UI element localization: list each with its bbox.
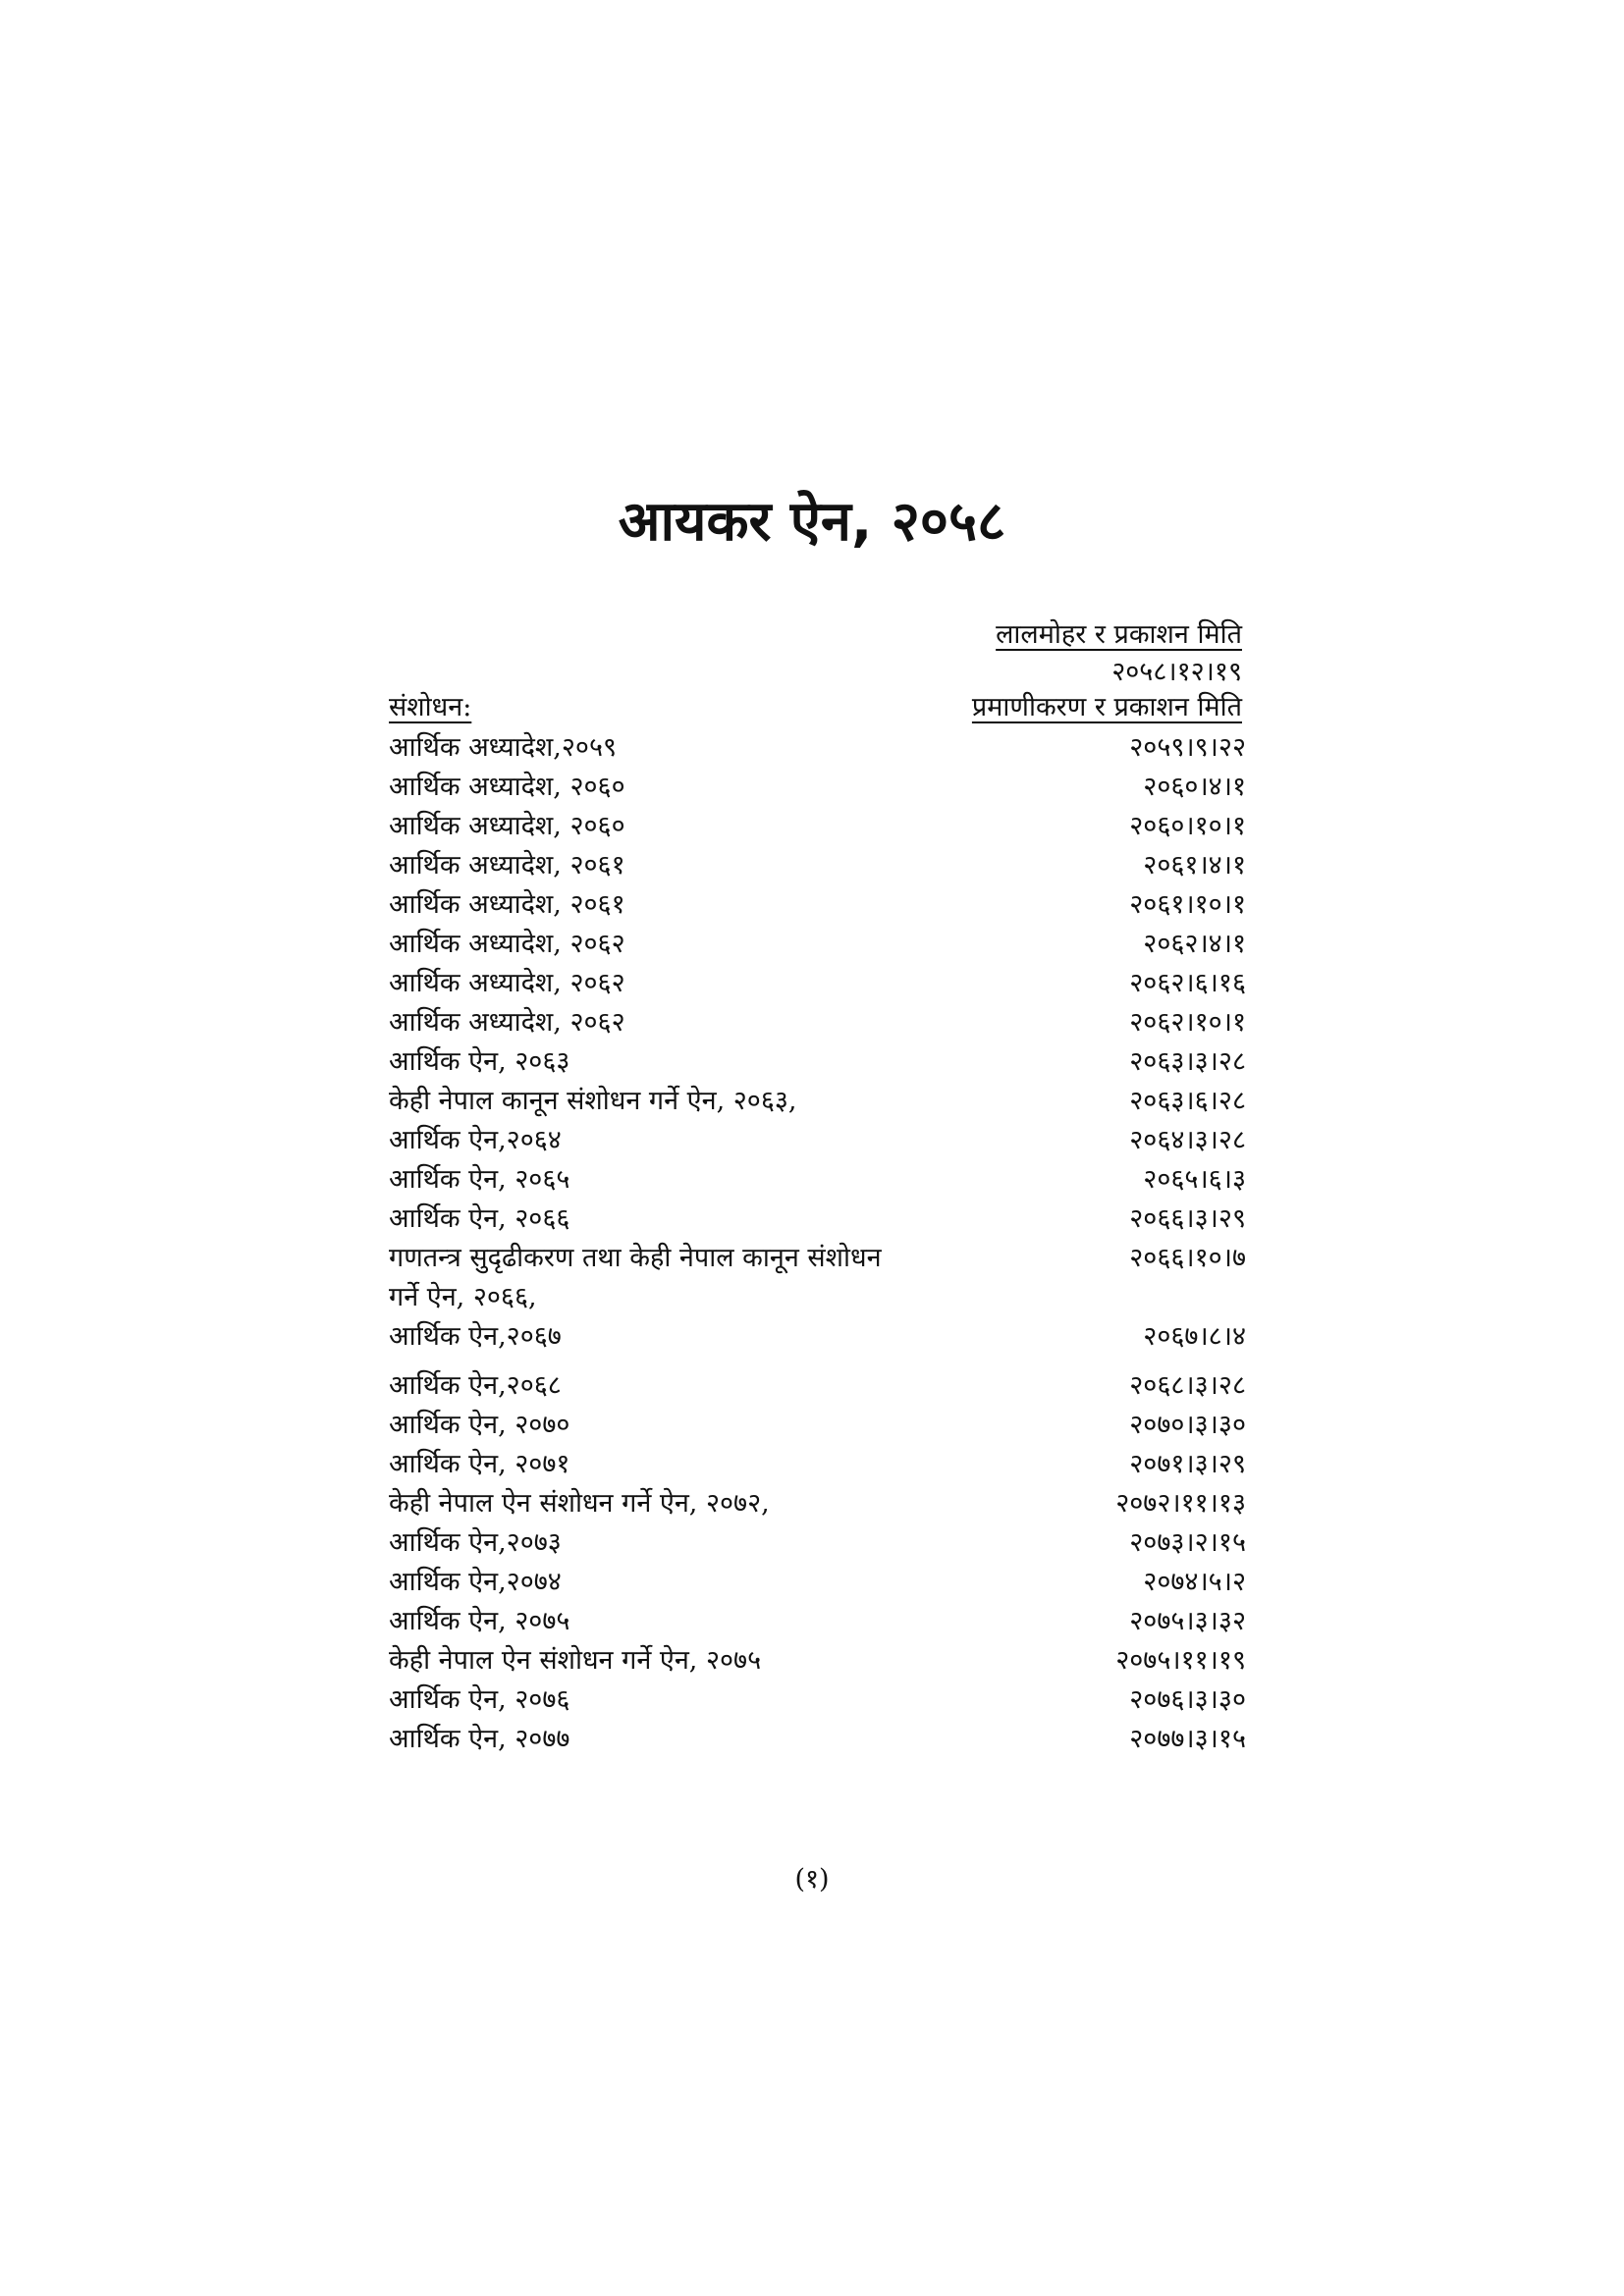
act-date: २०६३।६।२८	[1129, 1086, 1246, 1116]
act-name: आर्थिक अध्यादेश, २०६०	[389, 811, 625, 841]
act-date: २०७७।३।१५	[1129, 1724, 1246, 1754]
seal-date: २०५८।१२।१९	[1111, 657, 1242, 687]
list-item	[389, 1042, 1246, 1082]
list-item	[389, 1720, 1246, 1759]
list-item	[389, 964, 1246, 1003]
act-name: केही नेपाल ऐन संशोधन गर्ने ऐन, २०७५	[389, 1645, 762, 1676]
act-name: आर्थिक अध्यादेश, २०६२	[389, 929, 625, 959]
act-name: आर्थिक ऐन, २०६३	[389, 1046, 570, 1077]
act-date: २०७४।५।२	[1143, 1567, 1246, 1597]
list-item	[389, 1160, 1246, 1200]
act-name: आर्थिक ऐन,२०६४	[389, 1125, 562, 1155]
list-item	[389, 846, 1246, 885]
act-name: आर्थिक ऐन, २०७६	[389, 1684, 570, 1715]
act-name: आर्थिक अध्यादेश, २०६२	[389, 968, 625, 998]
act-name: आर्थिक ऐन, २०६६	[389, 1203, 570, 1234]
act-date: २०६६।३।२९	[1129, 1203, 1246, 1234]
act-name: आर्थिक ऐन,२०७४	[389, 1567, 562, 1597]
act-date: २०७६।३।३०	[1129, 1684, 1246, 1715]
list-item	[389, 1563, 1246, 1602]
act-date: २०५९।९।२२	[1129, 732, 1246, 763]
list-item	[389, 1445, 1246, 1484]
act-name: आर्थिक अध्यादेश,२०५९	[389, 732, 618, 763]
list-item	[389, 1366, 1246, 1406]
act-date: २०६२।४।१	[1143, 929, 1246, 959]
act-date: २०७३।२।१५	[1129, 1527, 1246, 1558]
list-item	[389, 1406, 1246, 1445]
act-date: २०६५।६।३	[1143, 1164, 1246, 1195]
act-date: २०६६।१०।७	[1129, 1243, 1246, 1273]
act-name: आर्थिक अध्यादेश, २०६०	[389, 772, 625, 802]
list-item	[389, 1681, 1246, 1720]
list-item	[389, 925, 1246, 964]
act-name: आर्थिक अध्यादेश, २०६१	[389, 889, 625, 920]
act-date: २०६०।१०।१	[1129, 811, 1246, 841]
seal-date-header: लालमोहर र प्रकाशन मिति	[996, 619, 1242, 650]
act-name: आर्थिक ऐन, २०७०	[389, 1410, 570, 1440]
list-item	[389, 1082, 1246, 1121]
act-name: आर्थिक अध्यादेश, २०६१	[389, 850, 625, 881]
act-name: आर्थिक ऐन, २०७१	[389, 1449, 570, 1479]
act-date: २०६१।४।१	[1143, 850, 1246, 881]
act-date: २०६७।८।४	[1143, 1321, 1246, 1352]
list-item	[389, 1484, 1246, 1523]
list-item	[389, 1523, 1246, 1563]
act-name: गणतन्त्र सुदृढीकरण तथा केही नेपाल कानून संशोधन गर्ने ऐन, २०६६,	[389, 1243, 882, 1312]
act-date: २०६२।१०।१	[1129, 1007, 1246, 1038]
act-date: २०६४।३।२८	[1129, 1125, 1246, 1155]
act-date: २०७१।३।२९	[1129, 1449, 1246, 1479]
list-item	[389, 1003, 1246, 1042]
list-item	[389, 1641, 1246, 1681]
act-name: केही नेपाल ऐन संशोधन गर्ने ऐन, २०७२,	[389, 1488, 770, 1519]
amendments-label: संशोधन:	[389, 692, 472, 722]
act-name: आर्थिक ऐन,२०६७	[389, 1321, 562, 1352]
list-item	[389, 1602, 1246, 1641]
act-name: केही नेपाल कानून संशोधन गर्ने ऐन, २०६३,	[389, 1086, 797, 1116]
auth-date-header: प्रमाणीकरण र प्रकाशन मिति	[971, 692, 1242, 722]
act-date: २०७०।३।३०	[1129, 1410, 1246, 1440]
act-date: २०६०।४।१	[1143, 772, 1246, 802]
list-item	[389, 1317, 1246, 1357]
act-name: आर्थिक ऐन,२०७३	[389, 1527, 562, 1558]
act-name: आर्थिक ऐन,२०६८	[389, 1370, 562, 1401]
list-item	[389, 807, 1246, 846]
list-item	[389, 768, 1246, 807]
list-item	[389, 728, 1246, 768]
act-date: २०७२।११।१३	[1115, 1488, 1246, 1519]
act-date: २०७५।३।३२	[1129, 1606, 1246, 1636]
act-date: २०६१।१०।१	[1129, 889, 1246, 920]
page-title: आयकर ऐन, २०५८	[618, 490, 1006, 554]
act-date: २०६८।३।२८	[1129, 1370, 1246, 1401]
act-name: आर्थिक ऐन, २०७५	[389, 1606, 570, 1636]
act-date: २०७५।११।१९	[1115, 1645, 1246, 1676]
act-name: आर्थिक अध्यादेश, २०६२	[389, 1007, 625, 1038]
list-item	[389, 1200, 1246, 1239]
act-date: २०६२।६।१६	[1129, 968, 1246, 998]
act-date: २०६३।३।२८	[1129, 1046, 1246, 1077]
list-item	[389, 885, 1246, 925]
act-name: आर्थिक ऐन, २०६५	[389, 1164, 570, 1195]
amendments-list	[389, 728, 1246, 1759]
list-item	[389, 1121, 1246, 1160]
list-item	[389, 1239, 1246, 1317]
page-number: (१)	[794, 1864, 830, 1895]
act-name: आर्थिक ऐन, २०७७	[389, 1724, 570, 1754]
